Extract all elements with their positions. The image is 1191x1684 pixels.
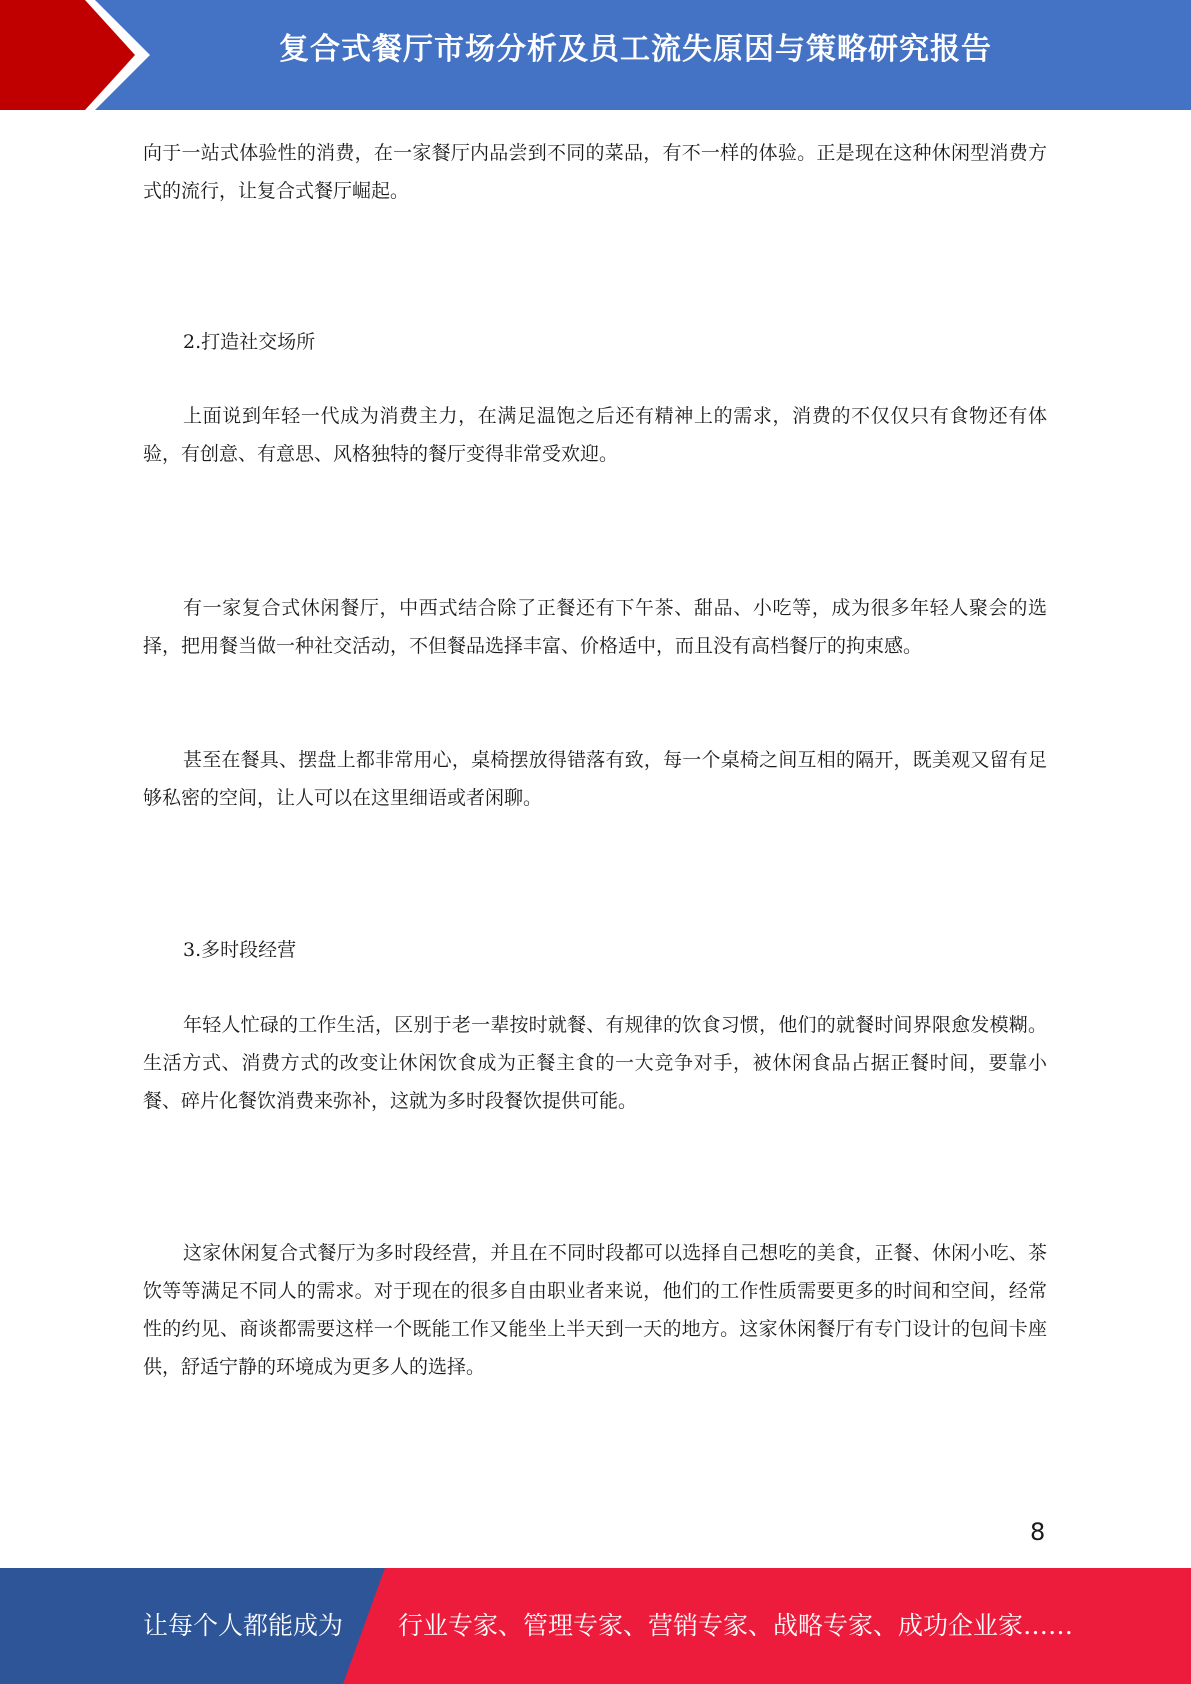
section-heading-social-venue: 2.打造社交场所 [183, 331, 316, 353]
section-heading-multi-period: 3.多时段经营 [183, 939, 297, 961]
footer-slogan-right: 行业专家、管理专家、营销专家、战略专家、成功企业家…… [398, 1611, 1074, 1640]
page-header [0, 0, 1191, 110]
paragraph-tableware: 甚至在餐具、摆盘上都非常用心，桌椅摆放得错落有致，每一个桌椅之间互相的隔开，既美观又留有足够私密的空间，让人可以在这里细语或者闲聊。 [143, 749, 1047, 809]
report-title: 复合式餐厅市场分析及员工流失原因与策略研究报告 [279, 32, 992, 67]
paragraph-busy-life: 年轻人忙碌的工作生活，区别于老一辈按时就餐、有规律的饮食习惯，他们的就餐时间界限愈发模糊。生活方式、消费方式的改变让休闲饮食成为正餐主食的一大竞争对手，被休闲食品占据正餐时间，要靠小餐、碎片化餐饮消费来弥补，这就为多时段餐饮提供可能。 [143, 1014, 1047, 1112]
paragraph-continuation: 向于一站式体验性的消费，在一家餐厅内品尝到不同的菜品，有不一样的体验。正是现在这种休闲型消费方式的流行，让复合式餐厅崛起。 [143, 142, 1047, 202]
paragraph-casual-restaurant: 有一家复合式休闲餐厅，中西式结合除了正餐还有下午茶、甜品、小吃等，成为很多年轻人聚会的选择，把用餐当做一种社交活动，不但餐品选择丰富、价格适中，而且没有高档餐厅的拘束感。 [143, 597, 1047, 657]
paragraph-young-generation: 上面说到年轻一代成为消费主力，在满足温饱之后还有精神上的需求，消费的不仅仅只有食物还有体验，有创意、有意思、风格独特的餐厅变得非常受欢迎。 [143, 405, 1047, 465]
page-footer [0, 1568, 1191, 1684]
red-chevron-icon [0, 0, 150, 110]
page-number: 8 [1030, 1518, 1046, 1546]
paragraph-multi-period-operation: 这家休闲复合式餐厅为多时段经营，并且在不同时段都可以选择自己想吃的美食，正餐、休闲小吃、茶饮等等满足不同人的需求。对于现在的很多自由职业者来说，他们的工作性质需要更多的时间和空间，经常性的约见、商谈都需要这样一个既能工作又能坐上半天到一天的地方。这家休闲餐厅有专门设计的包间卡座供，舒适宁静的环境成为更多人的选择。 [143, 1242, 1047, 1378]
footer-slogan-left: 让每个人都能成为 [143, 1611, 344, 1640]
